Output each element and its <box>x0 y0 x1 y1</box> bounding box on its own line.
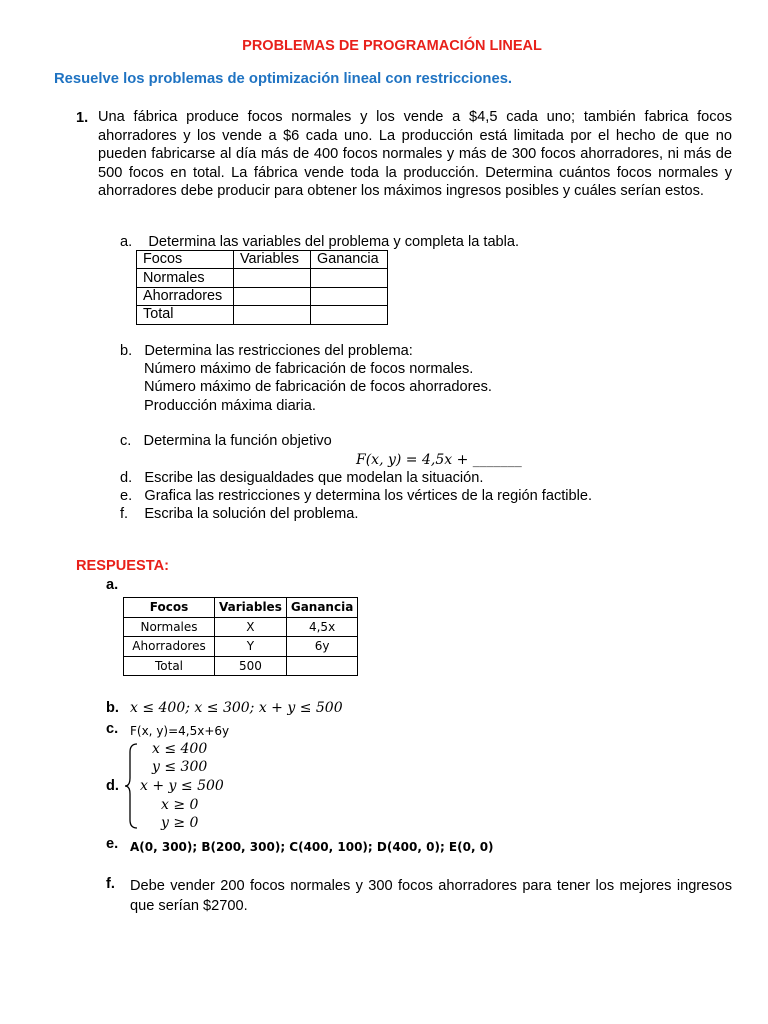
left-brace-icon <box>124 742 140 830</box>
item-d-text: Escribe las desigualdades que modelan la situación. <box>144 470 484 486</box>
item-a-text: Determina las variables del problema y completa la tabla. <box>148 234 520 250</box>
item-e <box>120 487 592 506</box>
item-f-text: Escriba la solución del problema. <box>144 506 359 522</box>
inequality-line: y ≤ 300 <box>152 759 208 775</box>
item-f <box>120 505 358 524</box>
instructions-subtitle: Resuelve los problemas de optimización lineal con restricciones. <box>54 71 513 87</box>
item-a <box>120 233 519 252</box>
variables-table-blank <box>136 250 388 325</box>
page-title: PROBLEMAS DE PROGRAMACIÓN LINEAL <box>242 38 542 54</box>
item-b-text: Determina las restricciones del problema: <box>144 343 413 359</box>
item-c <box>120 432 332 451</box>
table-cell <box>234 287 311 305</box>
table-cell <box>311 269 388 287</box>
answer-e-vertices: A(0, 300); B(200, 300); C(400, 100); D(400, 0); E(0, 0) <box>130 840 494 854</box>
item-b-line: Número máximo de fabricación de focos normales. <box>144 361 474 377</box>
table-cell: Y <box>215 637 287 657</box>
table-header: Variables <box>215 598 287 618</box>
variables-table-answer <box>123 597 358 676</box>
inequality-line: x + y ≤ 500 <box>140 778 224 794</box>
problem-number: 1. <box>76 110 89 126</box>
table-cell <box>311 306 388 324</box>
table-cell: Ahorradores <box>124 637 215 657</box>
item-b-line: Número máximo de fabricación de focos ahorradores. <box>144 379 492 395</box>
table-cell: 6y <box>286 637 357 657</box>
answer-a-label: a. <box>106 577 119 593</box>
table-cell: 4,5x <box>286 617 357 637</box>
table-cell: X <box>215 617 287 637</box>
table-header: Focos <box>124 598 215 618</box>
table-cell: 500 <box>215 656 287 676</box>
item-d-letter: d. <box>120 470 133 486</box>
table-header: Variables <box>234 251 311 269</box>
table-header: Ganancia <box>311 251 388 269</box>
answer-b-constraints: x ≤ 400; x ≤ 300; x + y ≤ 500 <box>130 700 343 716</box>
item-e-text: Grafica las restricciones y determina los vértices de la región factible. <box>144 488 593 504</box>
table-cell: Ahorradores <box>137 287 234 305</box>
item-f-letter: f. <box>120 506 129 522</box>
inequality-line: x ≤ 400 <box>152 741 208 757</box>
table-header: Focos <box>137 251 234 269</box>
table-cell <box>234 306 311 324</box>
answer-c-function: F(x, y)=4,5x+6y <box>130 724 230 738</box>
item-b-letter: b. <box>120 343 133 359</box>
answer-f-solution: Debe vender 200 focos normales y 300 focos ahorradores para tener los mejores ingresos que serían $2700. <box>130 878 732 914</box>
inequality-line: x ≥ 0 <box>161 797 199 813</box>
item-e-letter: e. <box>120 488 133 504</box>
table-cell <box>234 269 311 287</box>
item-a-letter: a. <box>120 234 133 250</box>
answer-e-label: e. <box>106 836 119 852</box>
table-cell: Total <box>124 656 215 676</box>
item-c-letter: c. <box>120 433 132 449</box>
item-b <box>120 342 413 361</box>
answer-f-label: f. <box>106 876 115 892</box>
table-cell: Total <box>137 306 234 324</box>
table-cell: Normales <box>124 617 215 637</box>
table-cell <box>311 287 388 305</box>
problem-statement: Una fábrica produce focos normales y los vende a $4,5 cada uno; también fabrica focos ahorradores y los vende a $6 cada uno. La producción está limitada por el hecho de que no pueden fabricarse al día más de 400 focos normales y más de 300 focos ahorradores, ni más de 500 focos en total. La fábrica vende toda la producción. Determina cuántos focos normales y ahorradores debe producir para obtener los máximos ingresos posibles y cuáles serían estos. <box>98 109 732 200</box>
answer-b-label: b. <box>106 700 119 716</box>
inequality-line: y ≥ 0 <box>161 815 199 831</box>
table-header: Ganancia <box>286 598 357 618</box>
item-d <box>120 469 483 488</box>
item-c-text: Determina la función objetivo <box>143 433 332 449</box>
table-cell: Normales <box>137 269 234 287</box>
table-cell <box>286 656 357 676</box>
answer-heading: RESPUESTA: <box>76 558 169 574</box>
answer-d-label: d. <box>106 778 119 794</box>
answer-c-label: c. <box>106 721 119 737</box>
item-b-line: Producción máxima diaria. <box>144 398 316 414</box>
objective-formula-blank: F(x, y) = 4,5x + _______ <box>356 452 522 468</box>
